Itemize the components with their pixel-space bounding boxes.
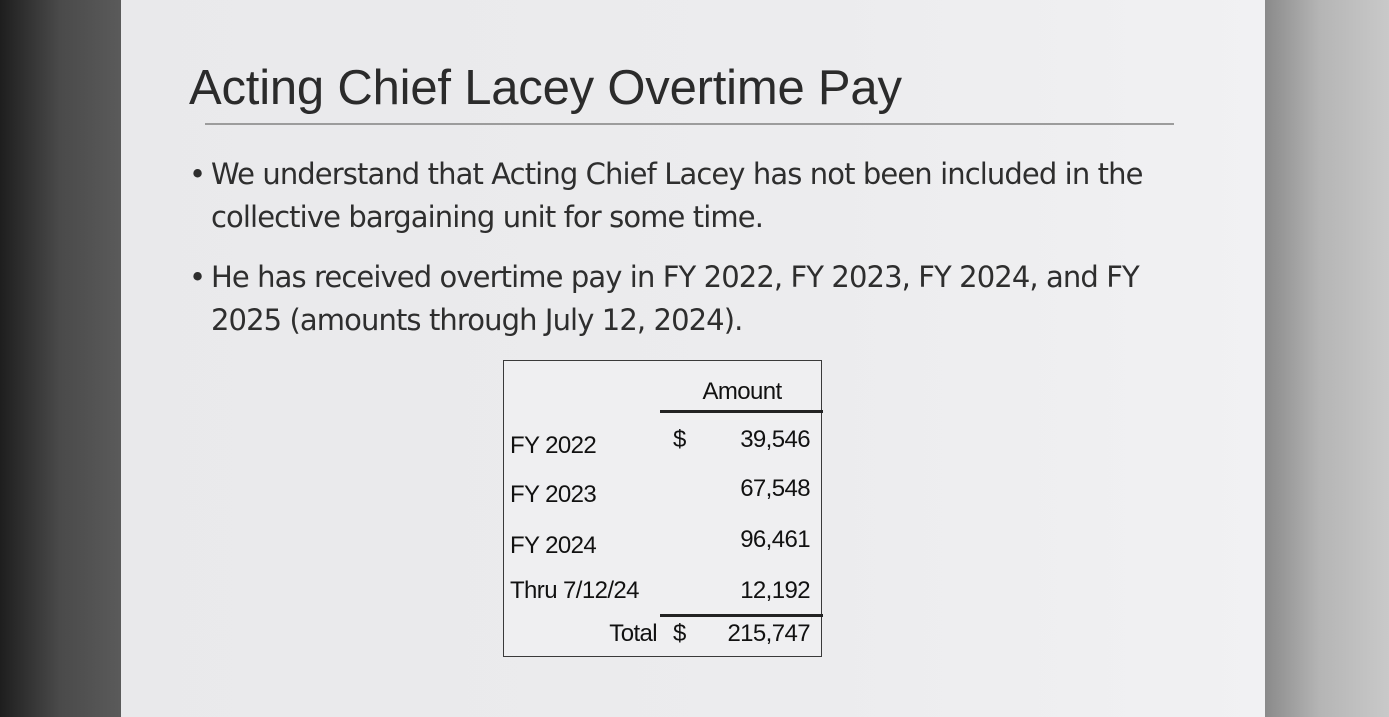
row-amount: 96,461	[740, 526, 810, 553]
bullet-text: We understand that Acting Chief Lacey has not been included in the collective bargaining unit for some time.	[211, 157, 1143, 234]
total-row	[504, 619, 823, 649]
row-label: FY 2023	[510, 481, 597, 508]
row-amount: 39,546	[740, 426, 810, 453]
table-row	[504, 576, 823, 606]
bullet-dot-icon: •	[189, 157, 206, 191]
total-rule	[660, 614, 823, 617]
presentation-slide	[121, 0, 1265, 717]
slide-title: Acting Chief Lacey Overtime Pay	[189, 61, 902, 115]
header-rule	[660, 410, 823, 413]
row-amount: 12,192	[740, 577, 810, 604]
amount-column-header: Amount	[702, 378, 782, 405]
table-row	[504, 426, 823, 461]
row-label: Thru 7/12/24	[510, 577, 639, 604]
bullet-item	[189, 256, 1199, 342]
table-row	[504, 475, 823, 510]
table-row	[504, 526, 823, 561]
bullet-item	[189, 153, 1199, 239]
row-label: FY 2024	[510, 532, 597, 559]
bullet-dot-icon: •	[189, 260, 206, 294]
overtime-table	[503, 360, 822, 657]
bullet-list	[189, 153, 1199, 359]
currency-symbol: $	[673, 620, 687, 647]
total-label: Total	[609, 620, 657, 647]
row-label: FY 2022	[510, 432, 597, 459]
currency-symbol: $	[673, 426, 687, 453]
bullet-text: He has received overtime pay in FY 2022, FY 2023, FY 2024, and FY 2025 (amounts through July 12, 2024).	[211, 260, 1139, 337]
row-amount: 67,548	[740, 475, 810, 502]
total-amount: 215,747	[727, 620, 810, 647]
title-underline	[205, 123, 1174, 125]
